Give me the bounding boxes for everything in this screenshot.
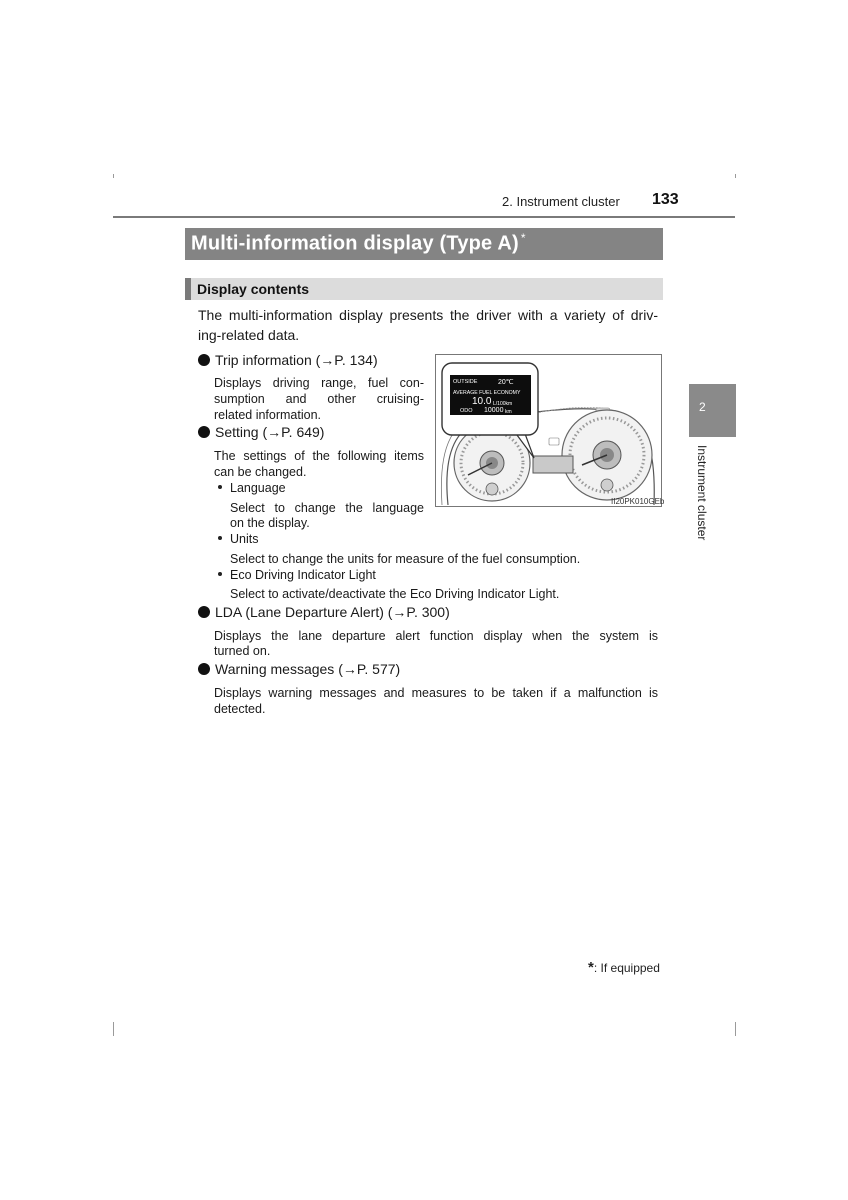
setting-eco-label: Eco Driving Indicator Light [230,568,376,582]
setting-eco [218,567,376,583]
trip-desc-1: Displays driving range, fuel con- [214,376,424,390]
subheading: Display contents [197,281,310,297]
chapter-tab [689,384,736,437]
bullet-icon [198,354,210,366]
warning-desc-2: detected. [214,702,266,716]
chapter-tab-number: 2 [699,400,706,414]
trip-desc-3: related information. [214,408,322,422]
crop-mark [113,1022,114,1036]
page-title [191,231,526,256]
intro-line-2: ing-related data. [198,327,300,343]
bullet-icon [198,663,210,675]
item-lda [198,603,450,621]
footnote-marker: * [588,959,594,976]
display-odo-label: ODO [460,408,473,414]
setting-units-label: Units [230,532,259,546]
setting-language [218,480,286,496]
lda-desc-1: Displays the lane departure alert function display when the system is [214,629,658,643]
item-trip-information [198,351,378,369]
setting-desc-2: can be changed. [214,465,307,479]
page-number: 133 [652,191,679,208]
sub-bullet-icon [218,485,222,489]
display-avg-fuel-value: 10.0 [472,396,492,407]
intro-line-1: The multi-information display presents the driver with a variety of driv- [198,307,658,323]
lda-desc-2: turned on. [214,644,271,658]
eco-desc: Select to activate/deactivate the Eco Driving Indicator Light. [230,587,560,601]
language-desc-2: on the display. [230,516,310,530]
setting-language-label: Language [230,481,286,495]
footnote [588,959,660,976]
units-desc: Select to change the units for measure of the fuel consumption. [230,552,581,566]
item-warning-messages [198,660,400,678]
instrument-cluster-figure [435,354,665,507]
item-setting-label: Setting (→P. 649) [215,424,325,440]
bullet-icon [198,426,210,438]
sub-bullet-icon [218,572,222,576]
display-odo-unit: km [505,409,512,415]
crop-mark [735,174,736,178]
trip-desc-2: sumption and other cruising- [214,392,424,406]
header-rule [113,216,735,218]
bullet-icon [198,606,210,618]
setting-units [218,531,258,547]
chapter-tab-label: Instrument cluster [695,445,709,541]
speedometer-gauge [562,410,652,500]
display-outside-label: OUTSIDE [453,379,478,385]
crop-mark [113,174,114,178]
language-desc-1: Select to change the language [230,501,424,515]
title-marker: * [520,231,526,245]
display-outside-value: 20℃ [498,379,514,386]
sub-bullet-icon [218,536,222,540]
crop-mark [735,1022,736,1036]
display-odo-value: 10000 [484,407,504,414]
figure-code: II20PK010GEb [611,497,665,506]
warning-desc-1: Displays warning messages and measures to be taken if a malfunction is [214,686,658,700]
item-lda-label: LDA (Lane Departure Alert) (→P. 300) [215,604,450,620]
setting-desc-1: The settings of the following items [214,449,424,463]
item-trip-label: Trip information (→P. 134) [215,352,378,368]
display-avg-fuel-label: AVERAGE FUEL ECONOMY [453,390,521,396]
display-avg-fuel-unit: L/100km [493,401,513,407]
item-warning-label: Warning messages (→P. 577) [215,661,401,677]
page-title-text: Multi-information display (Type A) [191,232,519,255]
running-header-section: 2. Instrument cluster [502,194,620,209]
item-setting [198,423,324,441]
footnote-text: : If equipped [593,961,660,975]
instrument-cluster-illustration [436,355,661,506]
